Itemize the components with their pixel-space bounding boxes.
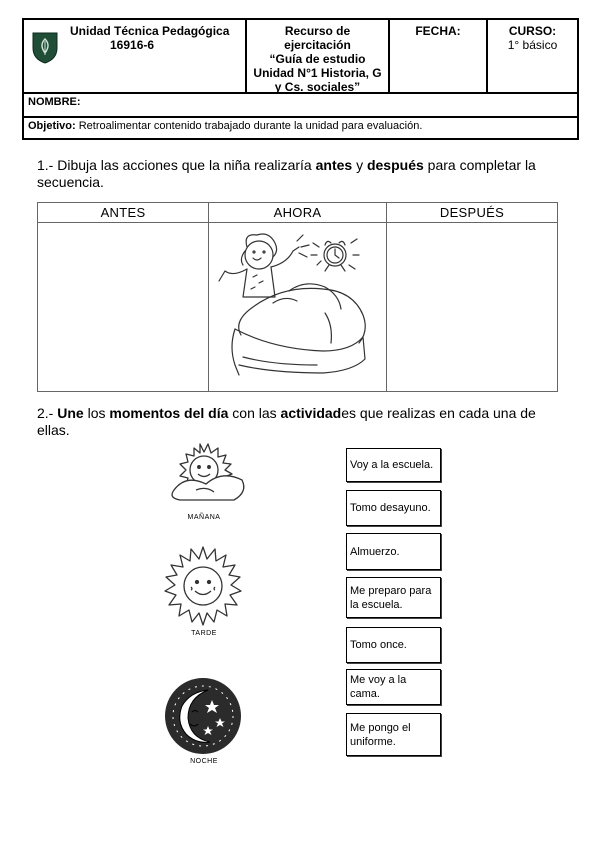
question-2: [37, 405, 557, 439]
q1-text: 1.- Dibuja las acciones que la niña realizaría: [37, 157, 316, 173]
morning-sun-icon[interactable]: [156, 440, 252, 514]
school-rbd: 16916-6: [110, 38, 155, 52]
q1-bold-antes: antes: [315, 157, 353, 173]
antes-cell[interactable]: [38, 203, 209, 391]
resource-line: y Cs. sociales”: [274, 80, 361, 94]
objective-label: Objetivo:: [28, 120, 76, 132]
course-cell: [488, 20, 577, 92]
antes-header: ANTES: [38, 203, 208, 223]
activity-box[interactable]: Me pongo el uniforme.: [346, 713, 441, 756]
activity-box[interactable]: Tomo desayuno.: [346, 490, 441, 526]
course-value: 1° básico: [507, 38, 558, 52]
resource-cell: [247, 20, 390, 92]
q2-bold-une: Une: [57, 405, 84, 421]
q2-bold-momentos: momentos del día: [109, 405, 229, 421]
course-label: CURSO:: [508, 24, 557, 38]
q1-text-mid: y: [352, 157, 367, 173]
header-table: [22, 18, 579, 94]
ahora-cell: [209, 203, 387, 391]
despues-header: DESPUÉS: [387, 203, 557, 223]
question-1: [37, 157, 557, 191]
activity-box[interactable]: Voy a la escuela.: [346, 448, 441, 482]
q2-text-1: los: [83, 405, 110, 421]
date-cell[interactable]: [390, 20, 488, 92]
resource-line: Recurso de: [284, 24, 351, 38]
q2-text-3: es que realizas en cada una de ellas.: [37, 405, 536, 438]
sequence-table: [37, 202, 558, 392]
moment-label-afternoon: TARDE: [191, 630, 217, 637]
q2-num: 2.-: [37, 405, 58, 421]
q2-bold-actividad: actividad: [280, 405, 342, 421]
resource-line: “Guía de estudio: [269, 52, 366, 66]
moment-label-night: NOCHE: [190, 758, 218, 765]
name-label: NOMBRE:: [28, 96, 81, 108]
name-field[interactable]: [22, 92, 579, 118]
q1-text-rest: para completar la secuencia.: [37, 157, 536, 190]
activity-box[interactable]: Me voy a la cama.: [346, 669, 441, 705]
objective-text: Retroalimentar contenido trabajado durante la unidad para evaluación.: [75, 120, 423, 132]
afternoon-sun-icon[interactable]: [160, 545, 246, 629]
resource-line: ejercitación: [284, 38, 351, 52]
q2-text-2: con las: [228, 405, 281, 421]
date-label: FECHA:: [415, 24, 461, 38]
activity-box[interactable]: Tomo once.: [346, 627, 441, 663]
q1-bold-despues: después: [366, 157, 424, 173]
ahora-header: AHORA: [209, 203, 386, 223]
activity-box[interactable]: Almuerzo.: [346, 533, 441, 570]
resource-title: [247, 20, 388, 94]
objective-row: [22, 116, 579, 140]
night-moon-icon[interactable]: [162, 676, 244, 756]
activity-box[interactable]: Me preparo para la escuela.: [346, 577, 441, 618]
moment-label-morning: MAÑANA: [187, 514, 221, 521]
school-cell: [24, 20, 247, 92]
resource-line: Unidad N°1 Historia, G: [253, 66, 382, 80]
despues-cell[interactable]: [387, 203, 557, 391]
school-logo-icon: [30, 30, 60, 64]
girl-waking-up-illustration: [213, 225, 383, 385]
school-name: Unidad Técnica Pedagógica: [70, 24, 230, 38]
